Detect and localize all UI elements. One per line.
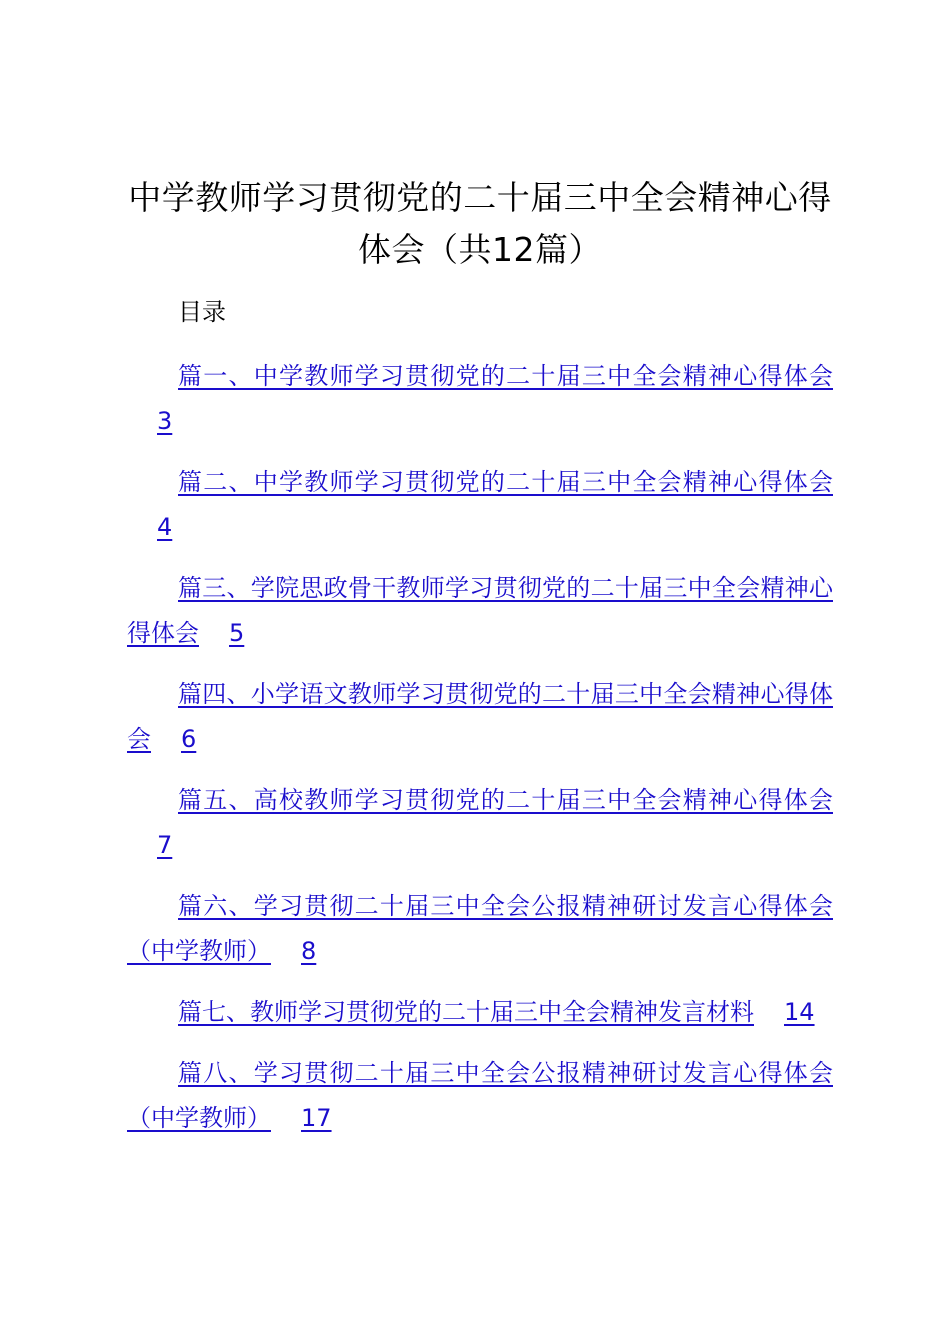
document-title: 中学教师学习贯彻党的二十届三中全会精神心得体会（共12篇）: [128, 178, 832, 269]
toc-entry-title: 篇一、中学教师学习贯彻党的二十届三中全会精神心得体会: [178, 362, 833, 390]
toc-entry-page: 5: [229, 619, 245, 647]
toc-entry-page: 14: [784, 998, 815, 1026]
toc-entry-3[interactable]: [127, 566, 833, 656]
toc-entry-page: 17: [301, 1104, 332, 1132]
toc-entry-6[interactable]: [127, 884, 833, 974]
toc-entry-title: 篇三、学院思政骨干教师学习贯彻党的二十届三中全会精神心得体会: [127, 574, 833, 647]
toc-entry-page: 4: [157, 513, 173, 541]
toc-entry-title: 篇八、学习贯彻二十届三中全会公报精神研讨发言心得体会（中学教师）: [127, 1059, 833, 1132]
toc-entry-7[interactable]: [127, 990, 833, 1035]
toc-entry-title: 篇六、学习贯彻二十届三中全会公报精神研讨发言心得体会（中学教师）: [127, 892, 833, 965]
toc-entry-page: 8: [301, 937, 317, 965]
toc-entry-1[interactable]: [127, 354, 833, 444]
toc-entry-5[interactable]: [127, 778, 833, 868]
toc-entry-page: 3: [157, 407, 173, 435]
toc-entry-4[interactable]: [127, 672, 833, 762]
toc-entry-8[interactable]: [127, 1051, 833, 1141]
toc-entry-2[interactable]: [127, 460, 833, 550]
toc-heading: 目录: [178, 298, 226, 326]
toc-entry-page: 7: [157, 831, 173, 859]
toc-entry-title: 篇二、中学教师学习贯彻党的二十届三中全会精神心得体会: [178, 468, 833, 496]
toc-entry-title: 篇四、小学语文教师学习贯彻党的二十届三中全会精神心得体会: [127, 680, 833, 753]
toc-entry-title: 篇五、高校教师学习贯彻党的二十届三中全会精神心得体会: [178, 786, 833, 814]
toc-list: [127, 354, 833, 1157]
toc-entry-page: 6: [181, 725, 197, 753]
toc-entry-title: 篇七、教师学习贯彻党的二十届三中全会精神发言材料: [178, 998, 754, 1026]
